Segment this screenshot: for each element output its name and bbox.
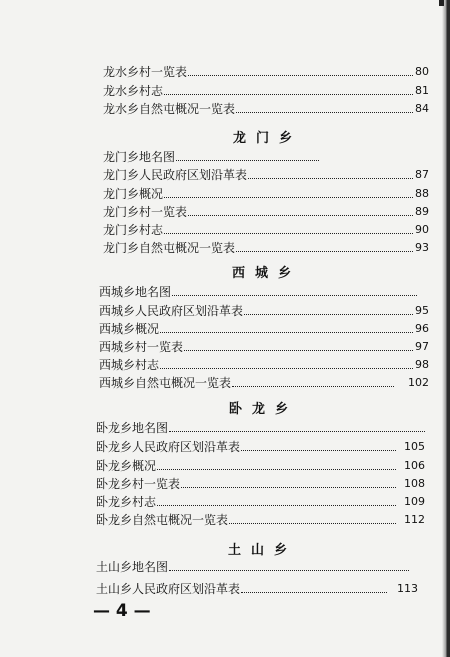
toc-entry-title: 龙门乡村一览表 — [103, 205, 188, 219]
leader-dots — [229, 523, 396, 524]
toc-entry[interactable] — [103, 201, 429, 219]
toc-entry[interactable] — [99, 281, 429, 299]
page-number: — 4 — — [93, 601, 151, 621]
toc-entry-page: 95 — [415, 304, 429, 317]
toc-entry-page: 90 — [415, 223, 429, 236]
toc-entry-title: 龙门乡村志 — [103, 223, 164, 237]
leader-dots — [181, 487, 396, 488]
toc-entry-title: 西城乡自然屯概况一览表 — [99, 376, 232, 390]
toc-entry-title: 龙门乡自然屯概况一览表 — [103, 241, 236, 255]
toc-entry[interactable] — [103, 183, 429, 201]
toc-entry[interactable] — [103, 237, 429, 255]
toc-entry-title: 龙水乡村志 — [103, 84, 164, 98]
leader-dots — [188, 215, 413, 216]
toc-entry-page: 87 — [415, 168, 429, 181]
toc-entry-title: 龙水乡自然屯概况一览表 — [103, 102, 236, 116]
leader-dots — [232, 386, 394, 387]
leader-dots — [248, 178, 413, 179]
toc-entry[interactable] — [96, 578, 418, 596]
leader-dots — [241, 592, 387, 593]
toc-entry-page: 102 — [408, 376, 429, 389]
leader-dots — [157, 505, 396, 506]
leader-dots — [241, 450, 396, 451]
leader-dots — [164, 94, 413, 95]
toc-entry-page: 80 — [415, 65, 429, 78]
leader-dots — [244, 314, 413, 315]
page-edge-mark — [439, 0, 444, 6]
leader-dots — [169, 431, 425, 432]
leader-dots — [157, 469, 396, 470]
leader-dots — [164, 233, 413, 234]
toc-entry-page: 105 — [404, 440, 425, 453]
toc-entry[interactable] — [103, 164, 429, 182]
toc-entry-title: 西城乡概况 — [99, 322, 160, 336]
leader-dots — [172, 295, 417, 296]
toc-entry-page: 88 — [415, 187, 429, 200]
toc-entry-page: 93 — [415, 241, 429, 254]
toc-entry-page: 113 — [397, 582, 418, 595]
toc-entry-page: 112 — [404, 513, 425, 526]
toc-entry[interactable] — [96, 455, 425, 473]
toc-entry[interactable] — [99, 354, 429, 372]
toc-entry-page: 109 — [404, 495, 425, 508]
leader-dots — [160, 332, 413, 333]
toc-entry[interactable] — [96, 473, 425, 491]
toc-entry[interactable] — [99, 372, 429, 390]
leader-dots — [236, 112, 413, 113]
leader-dots — [160, 368, 413, 369]
toc-entry-title: 土山乡地名图 — [96, 560, 169, 574]
leader-dots — [169, 570, 409, 571]
toc-entry[interactable] — [103, 61, 429, 79]
toc-entry-page: 96 — [415, 322, 429, 335]
leader-dots — [236, 251, 413, 252]
leader-dots — [188, 75, 413, 76]
section-heading: 龙门乡 — [233, 131, 303, 146]
section-heading: 西城乡 — [232, 266, 302, 281]
toc-entry-page: 81 — [415, 84, 429, 97]
leader-dots — [184, 350, 413, 351]
toc-entry[interactable] — [103, 98, 429, 116]
toc-entry[interactable] — [96, 556, 411, 574]
toc-entry-title: 西城乡地名图 — [99, 285, 172, 299]
toc-entry[interactable] — [103, 80, 429, 98]
toc-entry-page: 89 — [415, 205, 429, 218]
toc-entry-title: 西城乡人民政府区划沿革表 — [99, 304, 244, 318]
leader-dots — [164, 197, 413, 198]
toc-entry-title: 卧龙乡地名图 — [96, 421, 169, 435]
toc-entry-page: 84 — [415, 102, 429, 115]
toc-entry-title: 西城乡村志 — [99, 358, 160, 372]
toc-entry[interactable] — [96, 417, 429, 435]
toc-entry-title: 卧龙乡村一览表 — [96, 477, 181, 491]
toc-entry-title: 卧龙乡自然屯概况一览表 — [96, 513, 229, 527]
toc-entry-title: 卧龙乡概况 — [96, 459, 157, 473]
toc-entry-title: 龙水乡村一览表 — [103, 65, 188, 79]
toc-entry-title: 龙门乡概况 — [103, 187, 164, 201]
toc-entry[interactable] — [103, 146, 429, 164]
toc-entry[interactable] — [99, 336, 429, 354]
toc-entry-title: 龙门乡地名图 — [103, 150, 176, 164]
toc-entry[interactable] — [99, 318, 429, 336]
toc-entry-title: 卧龙乡村志 — [96, 495, 157, 509]
toc-entry-page: 108 — [404, 477, 425, 490]
section-heading: 卧龙乡 — [229, 402, 299, 417]
toc-entry[interactable] — [96, 436, 425, 454]
toc-entry[interactable] — [99, 300, 429, 318]
toc-entry-title: 西城乡村一览表 — [99, 340, 184, 354]
toc-entry-page: 106 — [404, 459, 425, 472]
toc-entry[interactable] — [96, 509, 425, 527]
toc-entry-title: 卧龙乡人民政府区划沿革表 — [96, 440, 241, 454]
toc-entry-title: 土山乡人民政府区划沿革表 — [96, 582, 241, 596]
toc-entry[interactable] — [103, 219, 429, 237]
toc-entry-page: 98 — [415, 358, 429, 371]
section-heading: 土山乡 — [228, 543, 298, 558]
toc-entry-page: 97 — [415, 340, 429, 353]
toc-entry[interactable] — [96, 491, 425, 509]
toc-entry-title: 龙门乡人民政府区划沿革表 — [103, 168, 248, 182]
page-edge-shadow — [442, 0, 450, 657]
leader-dots — [176, 160, 319, 161]
